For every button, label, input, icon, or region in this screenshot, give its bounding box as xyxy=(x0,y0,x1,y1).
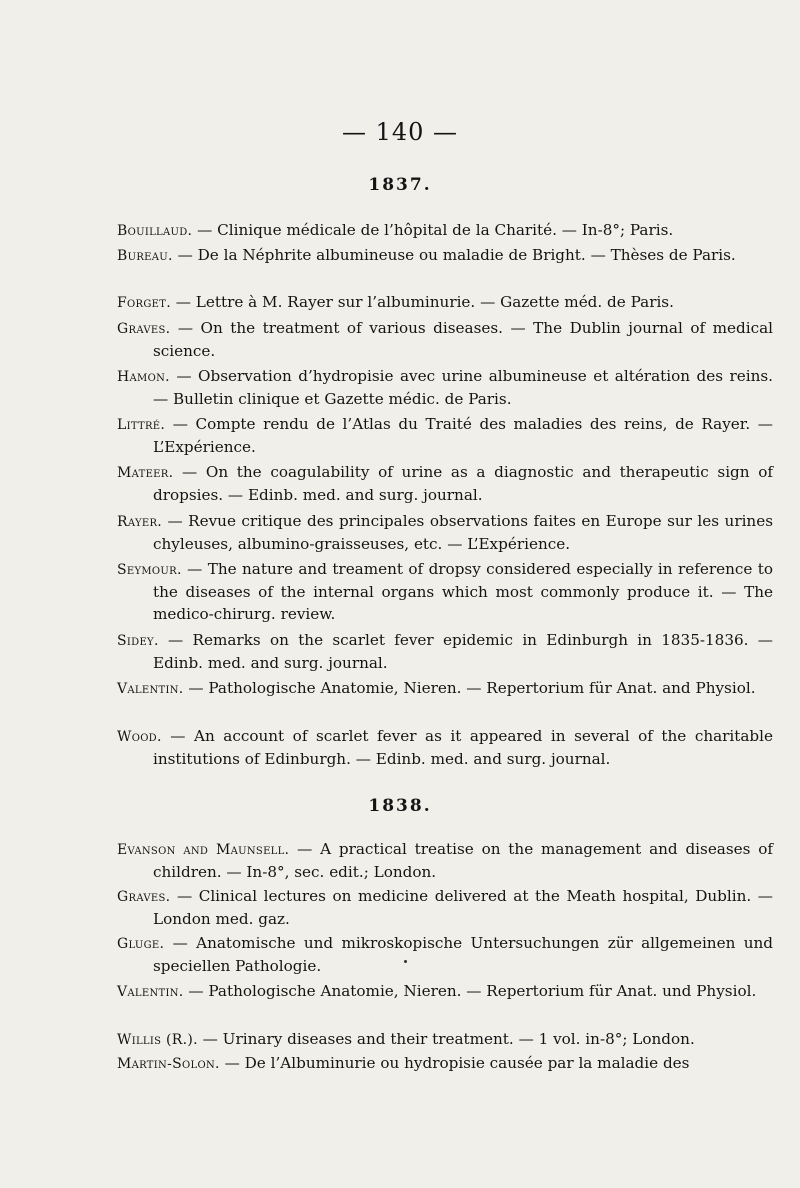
entry-author: Rayer. xyxy=(117,514,163,530)
entry-author: Forget. xyxy=(117,295,171,311)
entry-author: Martin-Solon. xyxy=(117,1056,220,1072)
entry-text: — Lettre à M. Rayer sur l’albuminurie. — Gazette méd. de Paris. xyxy=(170,293,674,311)
entry-author: Seymour. xyxy=(117,562,182,578)
entry-author: Gluge. xyxy=(117,936,165,952)
bibliography-entry xyxy=(117,838,773,883)
bibliography-entry xyxy=(117,885,773,930)
entry-author: Bureau. xyxy=(117,248,173,264)
bibliography-entry xyxy=(117,365,773,410)
bibliography-entry xyxy=(117,219,773,242)
entry-text: — The nature and treament of dropsy considered especially in reference to the diseases of the internal organs which most commonly produce it. — The medico-chirurg. review. xyxy=(153,560,773,623)
bibliography-entry xyxy=(117,1052,773,1075)
bibliography-entry xyxy=(117,510,773,555)
entry-text: — Pathologische Anatomie, Nieren. — Repertorium für Anat. and Physiol. xyxy=(183,679,756,697)
entry-text: — A practical treatise on the management and diseases of children. — In-8°, sec. edit.; London. xyxy=(153,840,774,881)
bibliography-entry xyxy=(117,558,773,625)
entry-author: Mateer. xyxy=(117,465,174,481)
bibliography-entry xyxy=(117,677,773,700)
bibliography-entry xyxy=(117,725,773,770)
bibliography-entry xyxy=(117,980,773,1003)
entry-author: Littré. xyxy=(117,417,166,433)
entry-author: Graves. xyxy=(117,889,171,905)
entry-text: — Compte rendu de l’Atlas du Traité des maladies des reins, de Rayer. — L’Expérience. xyxy=(153,415,773,456)
entry-author: Evanson and Maunsell. xyxy=(117,842,290,858)
year-heading-1837: 1837. xyxy=(368,175,432,195)
entry-text: — An account of scarlet fever as it appeared in several of the charitable institutions of Edinburgh. — Edinb. med. and surg. journal. xyxy=(153,727,773,768)
bibliography-entry xyxy=(117,291,773,314)
entry-author: Sidey. xyxy=(117,633,159,649)
entry-text: — De la Néphrite albumineuse ou maladie de Bright. — Thèses de Paris. xyxy=(172,246,736,264)
entry-text: — Revue critique des principales observations faites en Europe sur les urines chyleuses, albumino-graisseuses, etc. — L’Expérience. xyxy=(153,512,773,553)
entry-text: — Clinical lectures on medicine delivered at the Meath hospital, Dublin. — London med. gaz. xyxy=(153,887,773,928)
entry-text: — Anatomische und mikroskopische Untersuchungen zür allgemeinen und speciellen Pathologie. xyxy=(153,934,773,975)
bibliography-entry xyxy=(117,413,773,458)
entry-text: — Observation d’hydropisie avec urine albumineuse et altération des reins. — Bulletin clinique et Gazette médic. de Paris. xyxy=(153,367,773,408)
entry-author: Hamon. xyxy=(117,369,170,385)
entry-text: — On the coagulability of urine as a diagnostic and therapeutic sign of dropsies. — Edinb. med. and surg. journal. xyxy=(153,463,773,504)
year-heading-1838: 1838. xyxy=(368,796,432,816)
entry-text: — Urinary diseases and their treatment. — 1 vol. in-8°; London. xyxy=(197,1030,695,1048)
entry-author: Willis (R.). xyxy=(117,1032,198,1048)
bibliography-entry xyxy=(117,461,773,506)
bibliography-entry xyxy=(117,629,773,674)
bibliography-entry xyxy=(117,317,773,362)
bibliography-entry xyxy=(117,244,773,267)
entry-text: — Clinique médicale de l’hôpital de la Charité. — In-8°; Paris. xyxy=(192,221,674,239)
entry-text: — Pathologische Anatomie, Nieren. — Repertorium für Anat. und Physiol. xyxy=(183,982,757,1000)
entry-text: — Remarks on the scarlet fever epidemic in Edinburgh in 1835-1836. — Edinb. med. and surg. journal. xyxy=(153,631,773,672)
entry-author: Wood. xyxy=(117,729,162,745)
entry-author: Bouillaud. xyxy=(117,223,193,239)
entry-author: Graves. xyxy=(117,321,171,337)
entry-text: — De l’Albuminurie ou hydropisie causée par la maladie des xyxy=(219,1054,690,1072)
bibliography-entry xyxy=(117,1028,773,1051)
entry-text: — On the treatment of various diseases. — The Dublin journal of medical science. xyxy=(153,319,773,360)
entry-author: Valentin. xyxy=(117,984,184,1000)
bibliography-entry xyxy=(117,932,773,977)
entry-author: Valentin. xyxy=(117,681,184,697)
page-number: — 140 — xyxy=(341,118,459,146)
